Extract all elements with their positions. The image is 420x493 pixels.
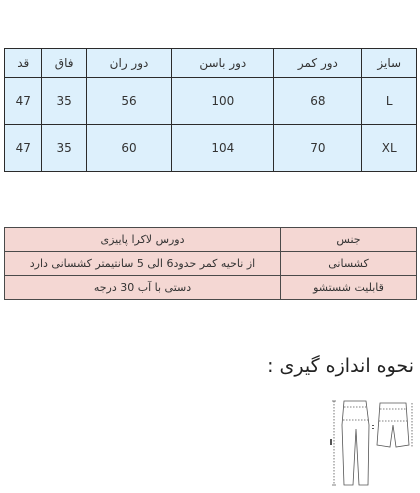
cell-size: L <box>362 78 417 125</box>
cell-rise: 35 <box>42 78 86 125</box>
cell-size: XL <box>362 125 417 172</box>
size-table-header <box>5 49 417 78</box>
header-waist: دور کمر <box>274 49 362 78</box>
header-size: سایز <box>362 49 417 78</box>
table-row <box>5 228 417 252</box>
header-length: قد <box>5 49 42 78</box>
cell-rise: 35 <box>42 125 86 172</box>
cell-thigh: 60 <box>86 125 171 172</box>
pants-measurement-diagram-icon <box>322 395 418 491</box>
material-label: جنس <box>281 228 417 252</box>
table-row <box>5 276 417 300</box>
elasticity-label: کشسانی <box>281 252 417 276</box>
cell-thigh: 56 <box>86 78 171 125</box>
washing-label: قابلیت شستشو <box>281 276 417 300</box>
header-thigh: دور ران <box>86 49 171 78</box>
table-row <box>5 252 417 276</box>
material-value: دورس لاکرا پاییزی <box>5 228 281 252</box>
header-rise: فاق <box>42 49 86 78</box>
cell-hip: 104 <box>172 125 274 172</box>
cell-waist: 70 <box>274 125 362 172</box>
measurement-guide-title: نحوه اندازه گیری : <box>267 355 414 377</box>
fabric-info-table <box>4 227 417 300</box>
cell-length: 47 <box>5 78 42 125</box>
table-row <box>5 125 417 172</box>
table-row <box>5 78 417 125</box>
elasticity-value: از ناحیه کمر حدود6 الی 5 سانتیمتر کشسانی دارد <box>5 252 281 276</box>
header-hip: دور باسن <box>172 49 274 78</box>
cell-hip: 100 <box>172 78 274 125</box>
size-table <box>4 48 417 172</box>
washing-value: دستی با آب 30 درجه <box>5 276 281 300</box>
cell-waist: 68 <box>274 78 362 125</box>
cell-length: 47 <box>5 125 42 172</box>
